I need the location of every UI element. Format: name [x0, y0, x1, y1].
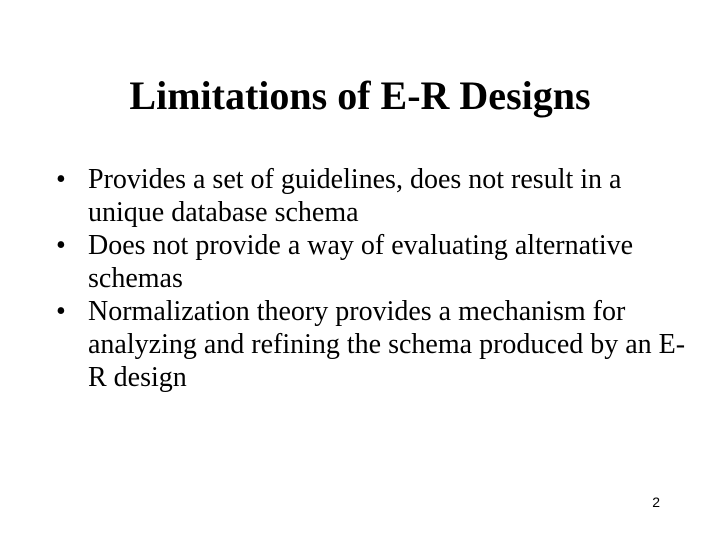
bullet-text: Normalization theory provides a mechanism for analyzing and refining the schema produced by an E-R design — [88, 296, 686, 393]
slide-title: Limitations of E-R Designs — [129, 73, 591, 118]
bullet-list — [56, 163, 696, 394]
bullet-text: Provides a set of guidelines, does not result in a unique database schema — [88, 164, 622, 228]
page-number: 2 — [652, 494, 660, 510]
bullet-dot-icon: • — [56, 164, 66, 195]
bullet-item — [56, 295, 696, 394]
bullet-dot-icon: • — [56, 296, 66, 327]
bullet-item — [56, 229, 696, 295]
bullet-dot-icon: • — [56, 230, 66, 261]
bullet-text: Does not provide a way of evaluating alternative schemas — [88, 230, 634, 294]
bullet-item — [56, 163, 696, 229]
